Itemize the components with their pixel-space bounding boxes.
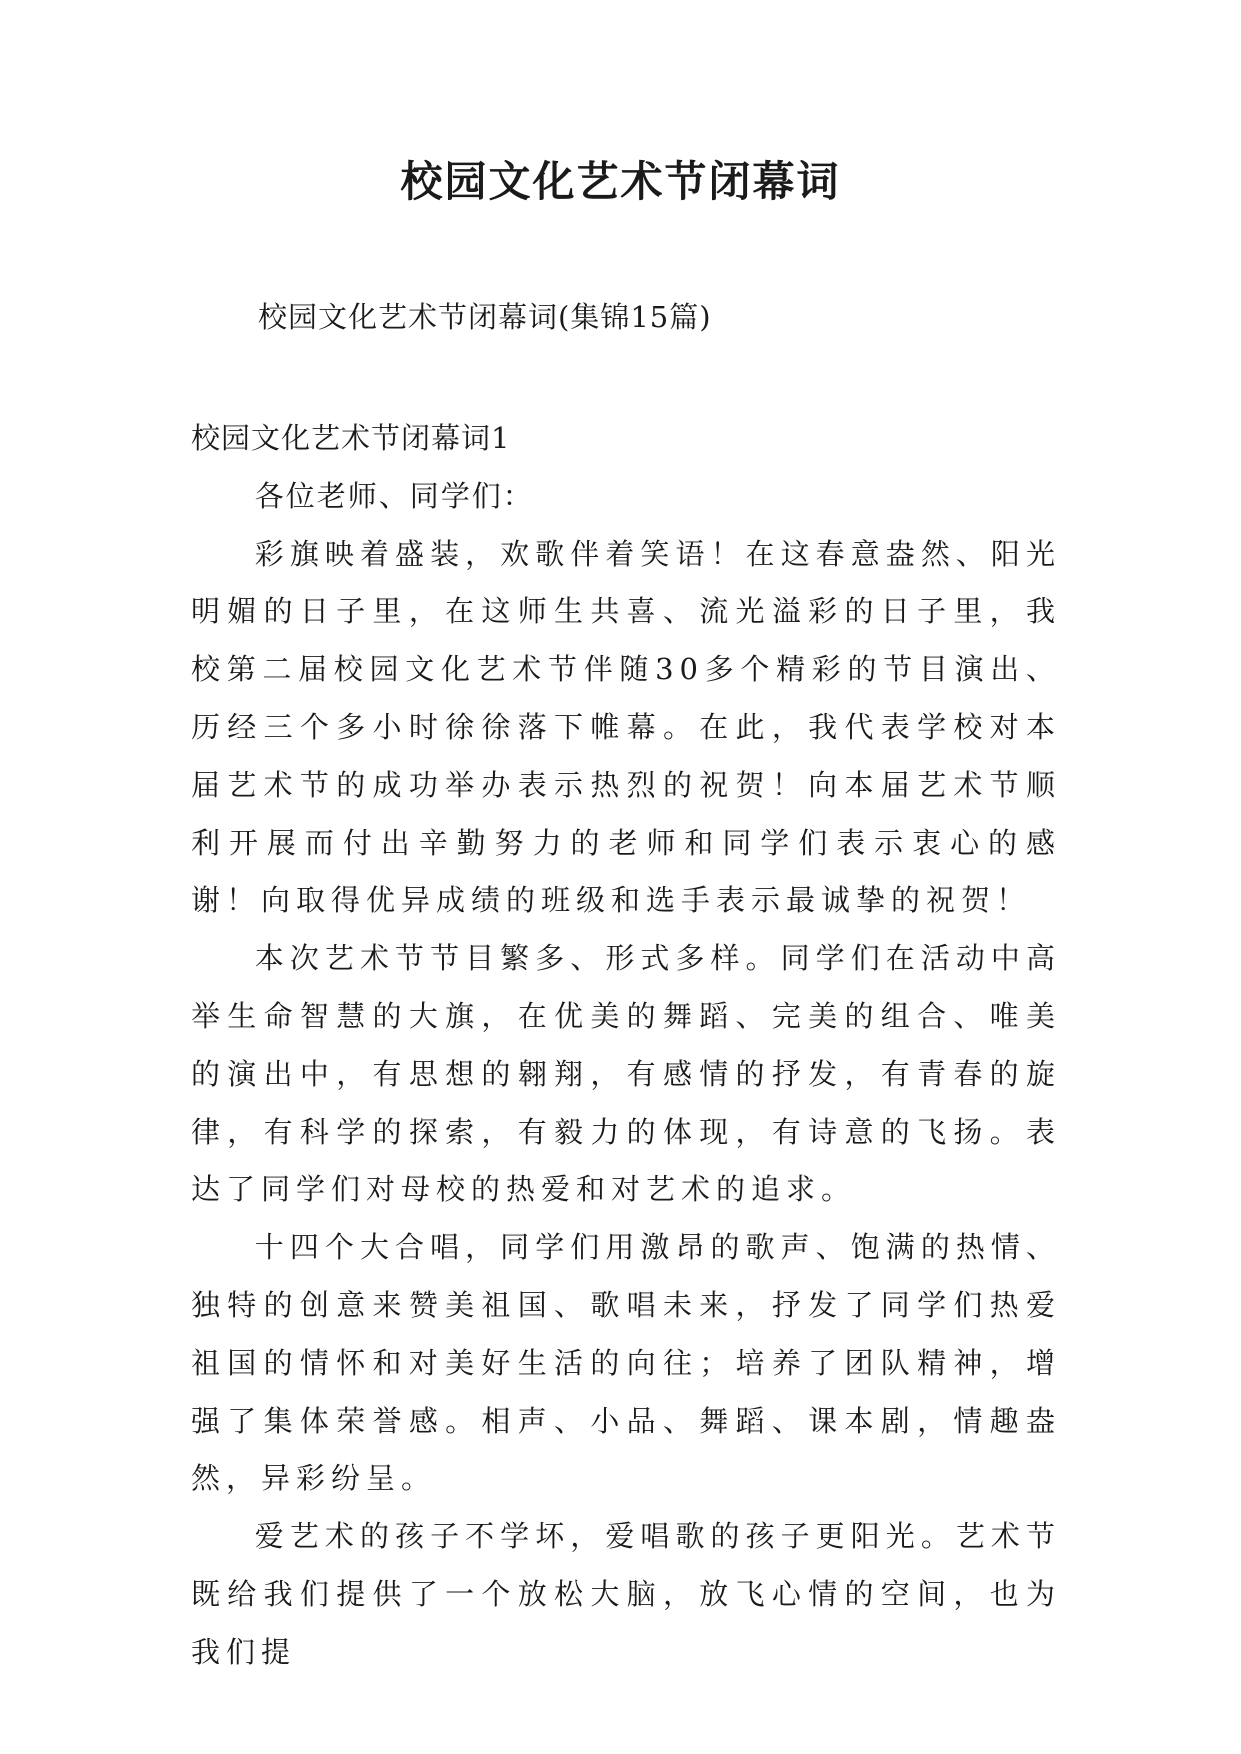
paragraph-2: 本次艺术节节目繁多、形式多样。同学们在活动中高举生命智慧的大旗，在优美的舞蹈、完美的组合、唯美的演出中，有思想的翱翔，有感情的抒发，有青春的旋律，有科学的探索，有毅力的体现，有诗意的飞扬。表达了同学们对母校的热爱和对艺术的追求。 bbox=[191, 941, 1061, 1207]
document-body bbox=[191, 410, 1061, 1682]
greeting-line: 各位老师、同学们： bbox=[254, 478, 534, 513]
paragraph-1: 彩旗映着盛装，欢歌伴着笑语！在这春意盎然、阳光明媚的日子里，在这师生共喜、流光溢彩的日子里，我校第二届校园文化艺术节伴随30多个精彩的节目演出、历经三个多小时徐徐落下帷幕。在此，我代表学校对本届艺术节的成功举办表示热烈的祝贺！向本届艺术节顺利开展而付出辛勤努力的老师和同学们表示衷心的感谢！向取得优异成绩的班级和选手表示最诚挚的祝贺！ bbox=[191, 536, 1061, 918]
paragraph-3: 十四个大合唱，同学们用激昂的歌声、饱满的热情、独特的创意来赞美祖国、歌唱未来，抒发了同学们热爱祖国的情怀和对美好生活的向往；培养了团队精神，增强了集体荣誉感。相声、小品、舞蹈、课本剧，情趣盎然，异彩纷呈。 bbox=[191, 1230, 1061, 1496]
document-subtitle: 校园文化艺术节闭幕词(集锦15篇) bbox=[258, 300, 712, 334]
paragraph-4: 爱艺术的孩子不学坏，爱唱歌的孩子更阳光。艺术节既给我们提供了一个放松大脑，放飞心情的空间，也为我们提 bbox=[191, 1519, 1061, 1669]
document-title: 校园文化艺术节闭幕词 bbox=[400, 157, 841, 206]
section-heading: 校园文化艺术节闭幕词1 bbox=[191, 421, 511, 455]
